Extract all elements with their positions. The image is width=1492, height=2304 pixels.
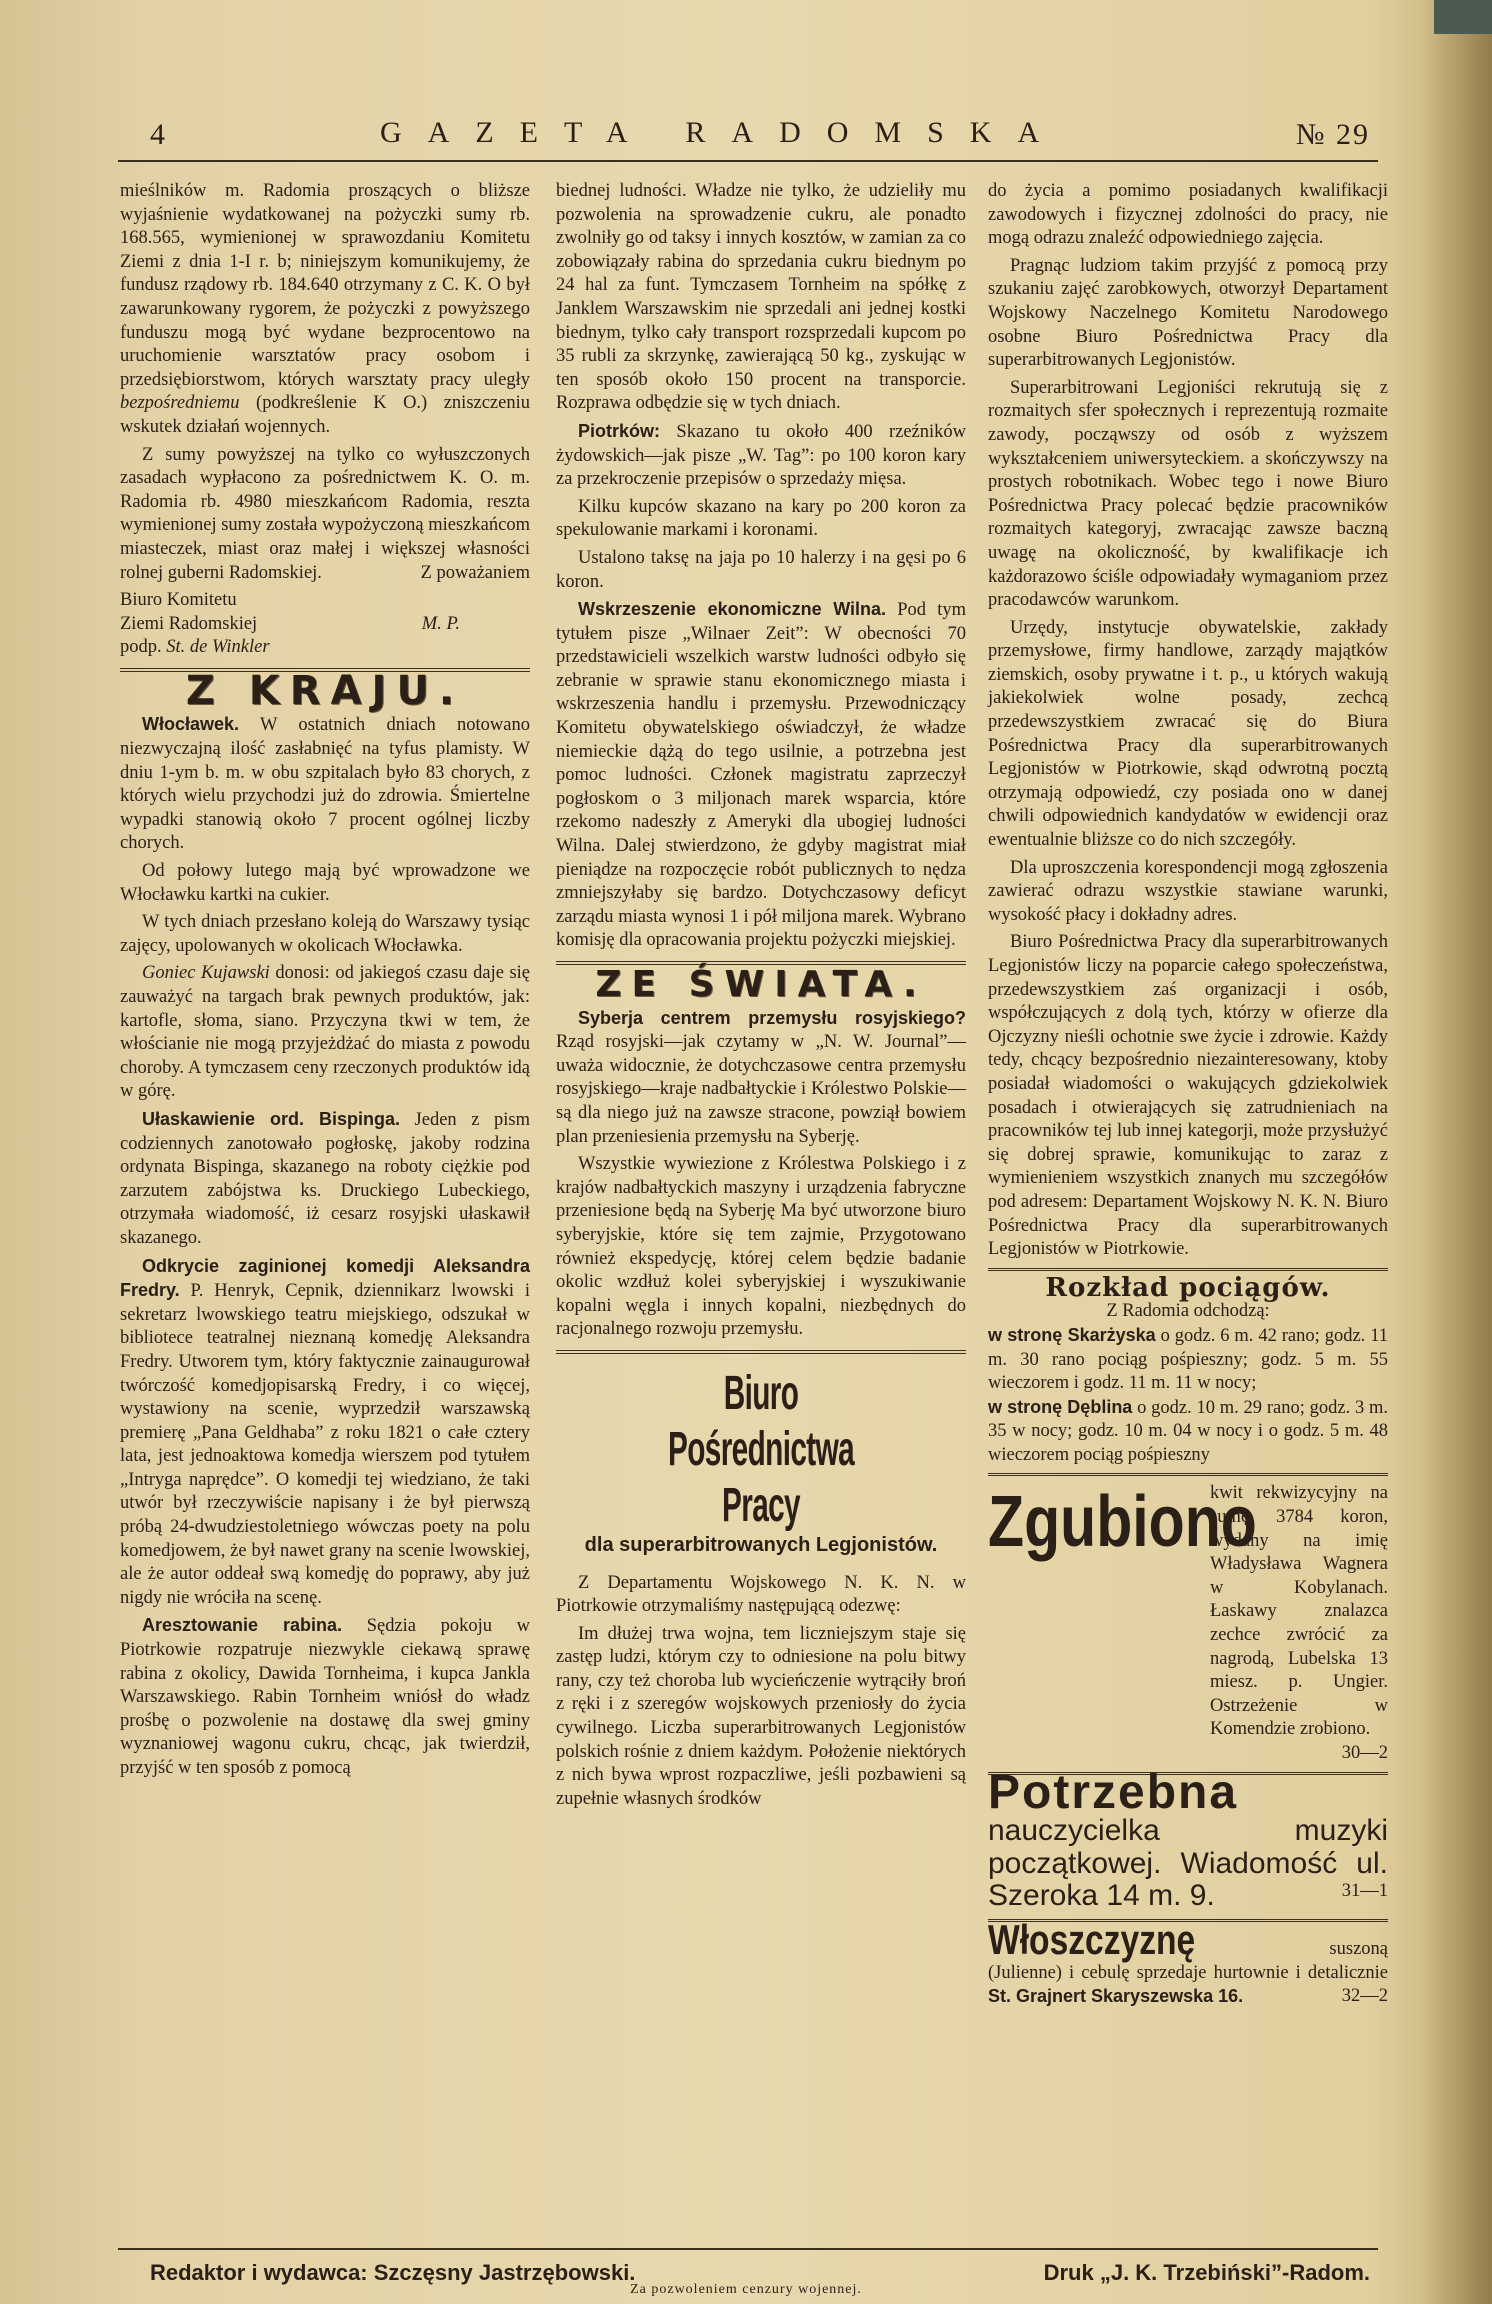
text: Z sumy powyższej na tylko co wyłuszczonych zasadach wypłacono za pośrednictwem K. O. m. Radomia rb. 4980 mieszkańcom Radomia, reszta wymienionej sumy została wypożyczoną mieszkańcom miasteczek, miast oraz małej i większej własności rolnej guberni Radomskiej. bbox=[120, 444, 530, 583]
news-keyword: Piotrków: bbox=[578, 420, 661, 441]
ad-zgubiono bbox=[988, 1473, 1388, 1765]
text: Pod tym tytułem pisze „Wilnaer Zeit”: W obecności 70 przedstawicieli wszelkich warstw ludności odbyło się zebranie w sprawie stanu ekonomicznego miasta i wskrzeszenia handlu i przemysłu. Przewodniczący Komitetu obywatelskiego oświadczył, że władze niemieckie dążą do tego usilnie, a potrzebna jest pomoc ludności. Członek magistratu zaprzeczył pogłoskom o 3 miljonach marek wsparcia, które rzekomo nadeszły z Ameryki dla ubogiej ludności Wilna. Dalej stwierdzono, że gdyby magistrat miał pieniądze na rozpoczęcie robót publicznych to nędza zmniejszyłaby się bardzo. Dotychczasowy deficyt zarządu miasta wynosi 1 i pół miljona marek. Wybrano komisję dla opracowania projektu pożyczki miejskiej. bbox=[556, 600, 966, 951]
ad-potrzebna bbox=[988, 1765, 1388, 1913]
article-paragraph: Biuro Pośrednictwa Pracy dla superarbitrowanych Legjonistów liczy na poparcie całego społeczeństwa, przedewszystkiem zaś organizacji i osób, współczujących z dolą tych, którzy w ofierze dla Ojczyzny nieśli ochotnie swe życie i zdrowie. Każdy tedy, chcący bezpośrednio niezainteresowany, ktoby posiadał wiadomości o wakujących gdziekolwiek posadach i otwierających się zatrudnieniach na pracowników tej lub innej kategorji, może przysłużyć się dobrej sprawie, komunikując to zaraz z wymienieniem wszystkich znanych mu szczegółów pod adresem: Departament Wojskowy N. K. N. Biuro Pośrednictwa Pracy dla superarbitrowanych Legjonistów w Piotrkowie. bbox=[988, 932, 1388, 1260]
ad-code: 30—2 bbox=[1341, 1743, 1388, 1763]
biuro-headline: Biuro Pośrednictwa Pracy bbox=[667, 1366, 855, 1532]
news-paragraph: Wszystkie wywiezione z Królestwa Polskiego i z krajów nadbałtyckich maszyny i urządzenia fabryczne przeniesione będą na Syberję Ma być utworzone biuro syberyjskie, które się tem zajmie, Przygotowano również ekspedycję, której celem będzie badanie okolic wzdłuż kolei syberyjskiej i wyszukiwanie kopalni węgla i innych kopalni, niezbędnych do racjonalnego rozwoju przemysłu. bbox=[556, 1154, 966, 1340]
signature bbox=[120, 589, 530, 660]
news-keyword: Ułaskawienie ord. Bispinga. bbox=[142, 1108, 400, 1129]
news-keyword: Wskrzeszenie ekonomiczne Wilna. bbox=[578, 599, 887, 620]
source-name: Goniec Kujawski bbox=[142, 963, 270, 984]
ad-headline: Zgubiono bbox=[988, 1482, 1257, 1563]
masthead bbox=[150, 112, 1370, 152]
route-label: w stronę Skarżyska bbox=[988, 1324, 1156, 1345]
news-rabin bbox=[120, 1614, 530, 1780]
editor-line: Redaktor i wydawca: Szczęsny Jastrzębowski. bbox=[150, 2260, 636, 2285]
route-label: w stronę Dęblina bbox=[988, 1396, 1133, 1417]
printer-line: Druk „J. K. Trzebiński”-Radom. bbox=[1043, 2260, 1370, 2285]
censorship-note: Za pozwoleniem cenzury wojennej. bbox=[630, 2282, 862, 2297]
text: Sędzia pokoju w Piotrkowie rozpatruje niezwykle ciekawą sprawę rabina z okolicy, Dawida Tornheima, i kupca Jankla Warszawskiego. Rabin Tornheim wniósł do władz prośbę o pozwolenie na dostawę dla swej gminy wyznaniowej wagonu cukru, chcąc, jak twierdził, przyjść w ten sposób z pomocą bbox=[120, 1616, 530, 1778]
route-times: o godz. 6 m. 42 rano; godz. 11 m. 30 rano pociąg pośpieszny; godz. 5 m. 55 wieczorem i godz. 11 m. 11 w nocy; bbox=[988, 1325, 1389, 1394]
closing: Z poważaniem bbox=[420, 562, 530, 583]
biuro-subheadline: dla superarbitrowanych Legjonistów. bbox=[584, 1533, 938, 1556]
text: donosi: od jakiegoś czasu daje się zauważyć na targach brak pewnych produktów, jak: kartofle, słoma, siano. Przyczyna tkwi w tem, że włościanie nie mogą przyjeżdżać do miasta z powodu choroby. A tymczasem ceny rzeczonych produktów idą w górę. bbox=[120, 963, 531, 1102]
ad-train-schedule bbox=[988, 1268, 1388, 1468]
signature-line: Biuro Komitetu bbox=[120, 590, 237, 611]
news-paragraph: Od połowy lutego mają być wprowadzone we Włocławku kartki na cukier. bbox=[120, 861, 530, 905]
article-paragraph: Superarbitrowani Legjoniści rekrutują się z rozmaitych sfer społecznych i reprezentują rozmaite zawody, począwszy od osób z wyższem wykształceniem uniwersyteckiem. a skończywszy na prostych robotnikach. Wobec tego i nowe Biuro Pośrednictwa Pracy polecać będzie pracowników rozmaitych kategoryj, zwracając zawsze baczną uwagę na okoliczność, by kwalifikacje ich każdorazowo ściśle odpowiadały wymaganiom przez pracodawców warunkom. bbox=[988, 377, 1388, 611]
news-paragraph: Ustalono taksę na jaja po 10 halerzy i na gęsi po 6 koron. bbox=[556, 547, 966, 592]
article-paragraph bbox=[120, 180, 530, 440]
text: Rząd rosyjski—jak czytamy w „N. W. Journal”—uważa widocznie, że dotychczasowe centra przemysłu rosyjskiego—kraje nadbałtyckie i Królestwo Polskie—są dla niego już na zawsze stracone, powziął bowiem plan przeniesienia przemysłu na Syberję. bbox=[556, 1032, 966, 1147]
ad-headline: Potrzebna bbox=[988, 1765, 1239, 1819]
text: W ostatnich dniach notowano niezwyczajną ilość zasłabnięć na tyfus plamisty. W dniu 1-ym b. m. w obu szpitalach było 83 chorych, z których wielu przychodzi już do zdrowia. Śmiertelne wypadki stanowią około 7 procent ogólnej liczby chorych. bbox=[120, 715, 530, 854]
ad-text: kwit rekwizycyjny na sumę 3784 koron, wydany na imię Władysława Wagnera w Kobylanach. Łaskawy znalazca zechce zwrócić za nagrodą, Lubelska 13 miesz. p. Ungier. Ostrzeżenie w Komendzie zrobiono. bbox=[1210, 1483, 1388, 1740]
column-3 bbox=[988, 180, 1388, 2010]
article-paragraph: Im dłużej trwa wojna, tem liczniejszym staje się zastęp ludzi, którym czy to odniesione na polu bitwy rany, czy też choroba lub wycieńczenie wytrąciły broń z ręki i z szeregów wojskowych przeniosły do życia cywilnego. Liczba superarbitrowanych Legjonistów polskich rośnie z dniem każdym. Położenie niektórych z nich bywa wprost rozpaczliwe, jeśli pozbawieni są zupełnie własnych środków bbox=[556, 1623, 966, 1809]
signature-line: Ziemi Radomskiej bbox=[120, 613, 258, 634]
section-rule bbox=[556, 1350, 966, 1354]
ad-wloszczyzne bbox=[988, 1915, 1388, 2010]
news-syberja bbox=[556, 1007, 966, 1150]
section-title-z-kraju: Z KRAJU. bbox=[185, 667, 465, 714]
page-number: 4 bbox=[150, 118, 167, 151]
ad-title: Rozkład pociągów. bbox=[1045, 1272, 1331, 1303]
text: Jeden z pism codziennych zanotowało pogłoskę, jakoby rodzina ordynata Bispinga, skazanego na roboty ciężkie pod zarzutem zabójstwa ks. Druckiego Lubeckiego, otrzymała wiadomość, iż cesarz rosyjski ułaskawił skazanego. bbox=[120, 1109, 531, 1248]
page-edge-shadow bbox=[1422, 0, 1492, 2304]
ad-text: suszoną (Julienne) i cebulę sprzedaje hurtownie i detalicznie bbox=[988, 1938, 1388, 1983]
section-title-ze-swiata: ZE ŚWIATA. bbox=[595, 964, 927, 1005]
emphasis: bezpośredniemu bbox=[120, 393, 240, 414]
news-paragraph: Kilku kupców skazano na kary po 200 koron za spekulowanie markami i koronami. bbox=[556, 496, 966, 541]
news-keyword: Syberja centrem przemysłu rosyjskiego? bbox=[578, 1007, 966, 1028]
news-goniec bbox=[120, 962, 530, 1104]
footer-rule bbox=[118, 2248, 1378, 2250]
news-keyword: Aresztowanie rabina. bbox=[142, 1615, 343, 1636]
news-wloclawek bbox=[120, 713, 530, 856]
news-paragraph: biednej ludności. Władze nie tylko, że udzieliły mu pozwolenia na sprowadzenie cukru, ale ponadto zwolniły go od taksy i innych kosztów, w zamian za co zobowiązały rabina do sprzedania cukru biednym po 24 hal za funt. Tymczasem Tornheim na spółkę z Janklem Warszawskim nie sprzedali ani jednej kostki biednym, tylko cały transport rozsprzedali kupcom po 35 rubli za skrzynkę, zawierającą 50 kg., zyskując w ten sposób około 150 procent na transporcie. Rozprawa odbędzie się w tych dniach. bbox=[556, 181, 966, 414]
article-paragraph: Dla uproszczenia korespondencji mogą zgłoszenia zawierać odrazu wszystkie stawiane warunki, wysokość płacy i dokładny adres. bbox=[988, 857, 1388, 925]
signature-prefix: podp. bbox=[120, 637, 162, 658]
column-2 bbox=[556, 180, 966, 1815]
article-paragraph: Pragnąc ludziom takim przyjść z pomocą przy szukaniu zajęć zarobkowych, otworzył Departament Wojskowy Naczelnego Komitetu Narodowego osobne Biuro Pośrednictwa Pracy dla superarbitrowanych Legjonistów. bbox=[988, 255, 1388, 371]
news-paragraph: W tych dniach przesłano koleją do Warszawy tysiąc zajęcy, upolowanych w okolicach Włocławka. bbox=[120, 912, 530, 956]
ad-subtitle: Z Radomia odchodzą: bbox=[1106, 1301, 1270, 1322]
text: (podkreślenie K O.) zniszczeniu wskutek działań wojennych. bbox=[120, 393, 530, 437]
ad-text: nauczycielka muzyki początkowej. Wiadomość ul. Szeroka 14 m. 9. bbox=[988, 1814, 1388, 1913]
article-paragraph: do życia a pomimo posiadanych kwalifikacji zawodowych i fizycznej zdolności do pracy, nie mogą odrazu znaleźć odpowiedniego zajęcia. bbox=[988, 181, 1388, 249]
text: mieślników m. Radomia proszących o bliższe wyjaśnienie wydatkowanej na pożyczki sumy rb. 168.565, wymienionej w sprawozdaniu Komitetu Ziemi z dnia 1-I r. b; niniejszym komunikujemy, że fundusz rządowy rb. 184.640 otrzymany z C. K. O był zawarunkowany rygorem, że pożyczki z powyższego funduszu mogą być wydane bezprocentowo na uruchomienie warsztatów pracy osobom i przedsiębiorstwom, których warsztaty pracy uległy bbox=[120, 181, 530, 390]
news-piotrkow bbox=[556, 420, 966, 492]
header-rule bbox=[118, 160, 1378, 162]
ad-code: 31—1 bbox=[1341, 1881, 1388, 1902]
news-ulaskawienie bbox=[120, 1108, 530, 1251]
signature-initials: M. P. bbox=[421, 613, 460, 634]
news-keyword: Odkrycie zaginionej komedji Aleksandra Fredry. bbox=[120, 1255, 530, 1301]
binding-corner bbox=[1434, 0, 1492, 34]
route-times: o godz. 10 m. 29 rano; godz. 3 m. 35 w nocy; godz. 10 m. 04 w nocy i o godz. 5 m. 48 wieczorem pociąg pośpieszny bbox=[988, 1397, 1389, 1465]
news-wilno bbox=[556, 598, 966, 953]
text: P. Henryk, Cepnik, dziennikarz lwowski i sekretarz lwowskiego teatru miejskiego, odszukał w bibliotece teatralnej nieznaną komedję Aleksandra Fredry. Utworem tym, który faktycznie zainaugurował twórczość komedjopisarską Fredry, i co więcej, wystawiony na scenie, wyprzedził warszawską premierę „Pana Geldhaba” z roku 1821 o całe cztery lata, jest jednoaktowa komedja wierszem pod tytułem „Intryga naprędce”. O komedji tej wiedziano, że taki utwór był rzeczywiście napisany i że był pierwszą próbą 24-dwudziestoletniego wówczas poety na polu komedjowem, że był nawet grany na scenie lwowskiej, ale że autor oddeał swą komedję do poprawy, aby już nigdy nie wróciła na scenę. bbox=[120, 1281, 530, 1608]
article-paragraph: Urzędy, instytucje obywatelskie, zakłady przemysłowe, firmy handlowe, zarządy majątków ziemskich, osoby prywatne i t. p., u których wakują jakiekolwiek wolne posady, zechcą przedewszystkiem zwracać się do Biura Pośrednictwa Pracy dla superarbitrowanych Legjonistów w Piotrkowie, skąd odwrotną pocztą otrzymają odpowiedź, czy posiada ono w danej chwili odpowiednich kandydatów w ewidencji oraz ewentualnie bliższe co do nich szczegóły. bbox=[988, 617, 1388, 851]
ad-headline: Włoszczyznę bbox=[988, 1915, 1196, 1963]
ad-code: 32—2 bbox=[1341, 1986, 1388, 2007]
article-paragraph bbox=[120, 444, 530, 586]
issue-number: № 29 bbox=[1295, 118, 1370, 151]
text: Skazano tu około 400 rzeźników żydowskich—jak pisze „W. Tag”: po 100 koron kary za przekroczenie przepisów o sprzedaży mięsa. bbox=[556, 421, 967, 490]
news-fredro bbox=[120, 1255, 530, 1611]
news-keyword: Włocławek. bbox=[142, 714, 240, 735]
ad-shop: St. Grajnert Skaryszewska 16. bbox=[988, 1986, 1244, 2007]
newspaper-title: GAZETA RADOMSKA bbox=[380, 116, 1066, 149]
column-1 bbox=[120, 180, 530, 1785]
signature-name: St. de Winkler bbox=[166, 637, 270, 658]
article-paragraph: Z Departamentu Wojskowego N. K. N. w Piotrkowie otrzymaliśmy następującą odezwę: bbox=[556, 1572, 966, 1617]
